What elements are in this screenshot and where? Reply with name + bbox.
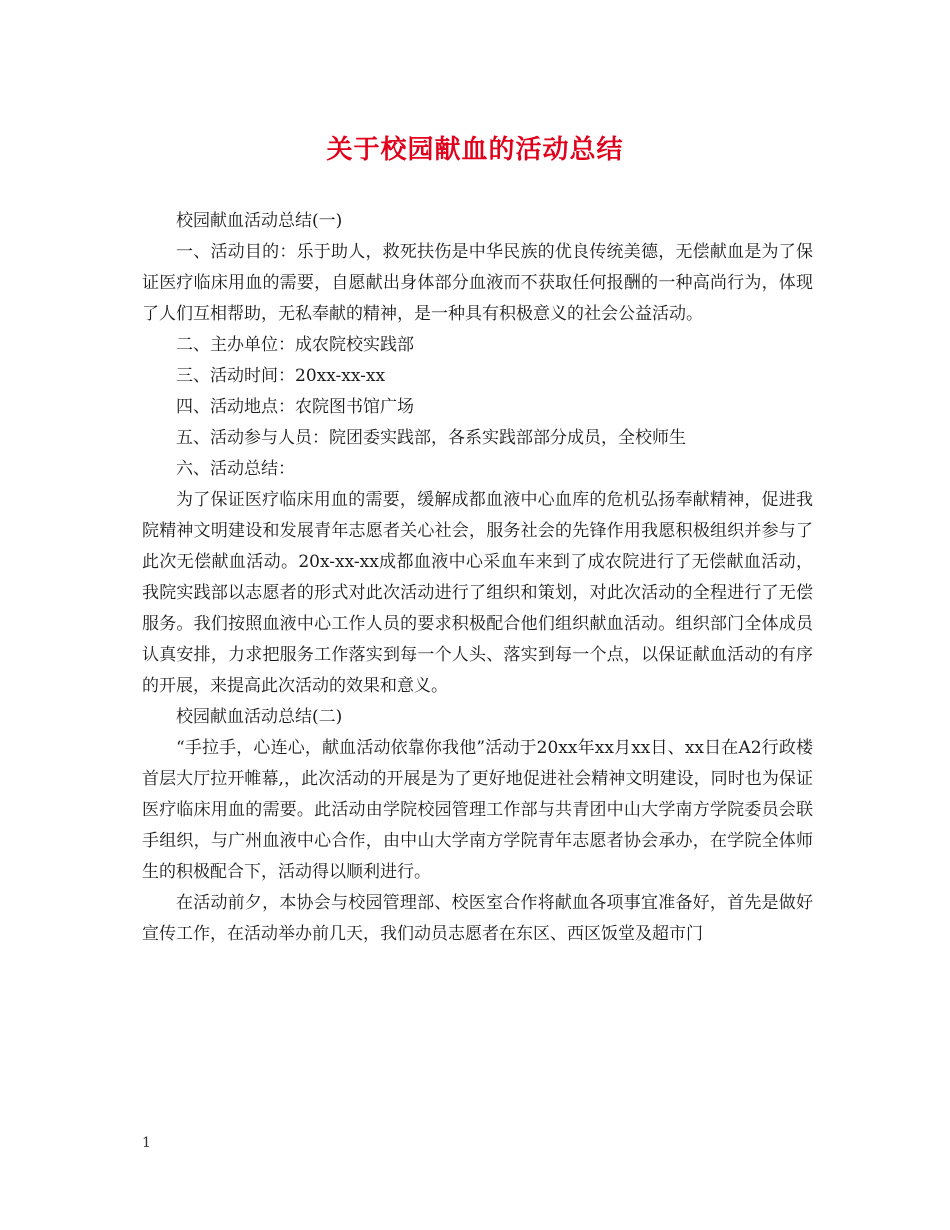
paragraph-time: 三、活动时间：20xx-xx-xx [176, 366, 386, 386]
document-title: 关于校园献血的活动总结 [326, 135, 624, 165]
section-heading-one: 校园献血活动总结(一) [176, 211, 343, 231]
paragraph-summary-heading: 六、活动总结： [176, 459, 295, 479]
paragraph-preparation: 在活动前夕，本协会与校园管理部、校医室合作将献血各项事宜准备好，首先是做好宣传工作，在活动举办前几天，我们动员志愿者在东区、西区饭堂及超市门 [142, 893, 813, 944]
paragraph-participants: 五、活动参与人员：院团委实践部，各系实践部部分成员，全校师生 [176, 428, 686, 448]
section-heading-two: 校园献血活动总结(二) [176, 707, 343, 727]
paragraph-organizer: 二、主办单位：成农院校实践部 [176, 335, 414, 355]
page-number: 1 [142, 1135, 151, 1151]
paragraph-event-description: “手拉手，心连心，献血活动依靠你我他”活动于20xx年xx月xx日、xx日在A2行政楼首层大厅拉开帷幕,，此次活动的开展是为了更好地促进社会精神文明建设，同时也为保证医疗临床用血的需要。此活动由学院校园管理工作部与共青团中山大学南方学院委员会联手组织，与广州血液中心合作，由中山大学南方学院青年志愿者协会承办，在学院全体师生的积极配合下，活动得以顺利进行。 [142, 738, 813, 882]
paragraph-summary-body: 为了保证医疗临床用血的需要，缓解成都血液中心血库的危机弘扬奉献精神，促进我院精神文明建设和发展青年志愿者关心社会，服务社会的先锋作用我愿积极组织并参与了此次无偿献血活动。20x-xx-xx成都血液中心采血车来到了成农院进行了无偿献血活动，我院实践部以志愿者的形式对此次活动进行了组织和策划，对此次活动的全程进行了无偿服务。我们按照血液中心工作人员的要求积极配合他们组织献血活动。组织部门全体成员认真安排，力求把服务工作落实到每一个人头、落实到每一个点，以保证献血活动的有序的开展，来提高此次活动的效果和意义。 [142, 490, 813, 696]
paragraph-purpose: 一、活动目的：乐于助人，救死扶伤是中华民族的优良传统美德，无偿献血是为了保证医疗临床用血的需要，自愿献出身体部分血液而不获取任何报酬的一种高尚行为，体现了人们互相帮助，无私奉献的精神，是一种具有积极意义的社会公益活动。 [142, 242, 813, 324]
document-body [142, 206, 813, 950]
paragraph-location: 四、活动地点：农院图书馆广场 [176, 397, 414, 417]
